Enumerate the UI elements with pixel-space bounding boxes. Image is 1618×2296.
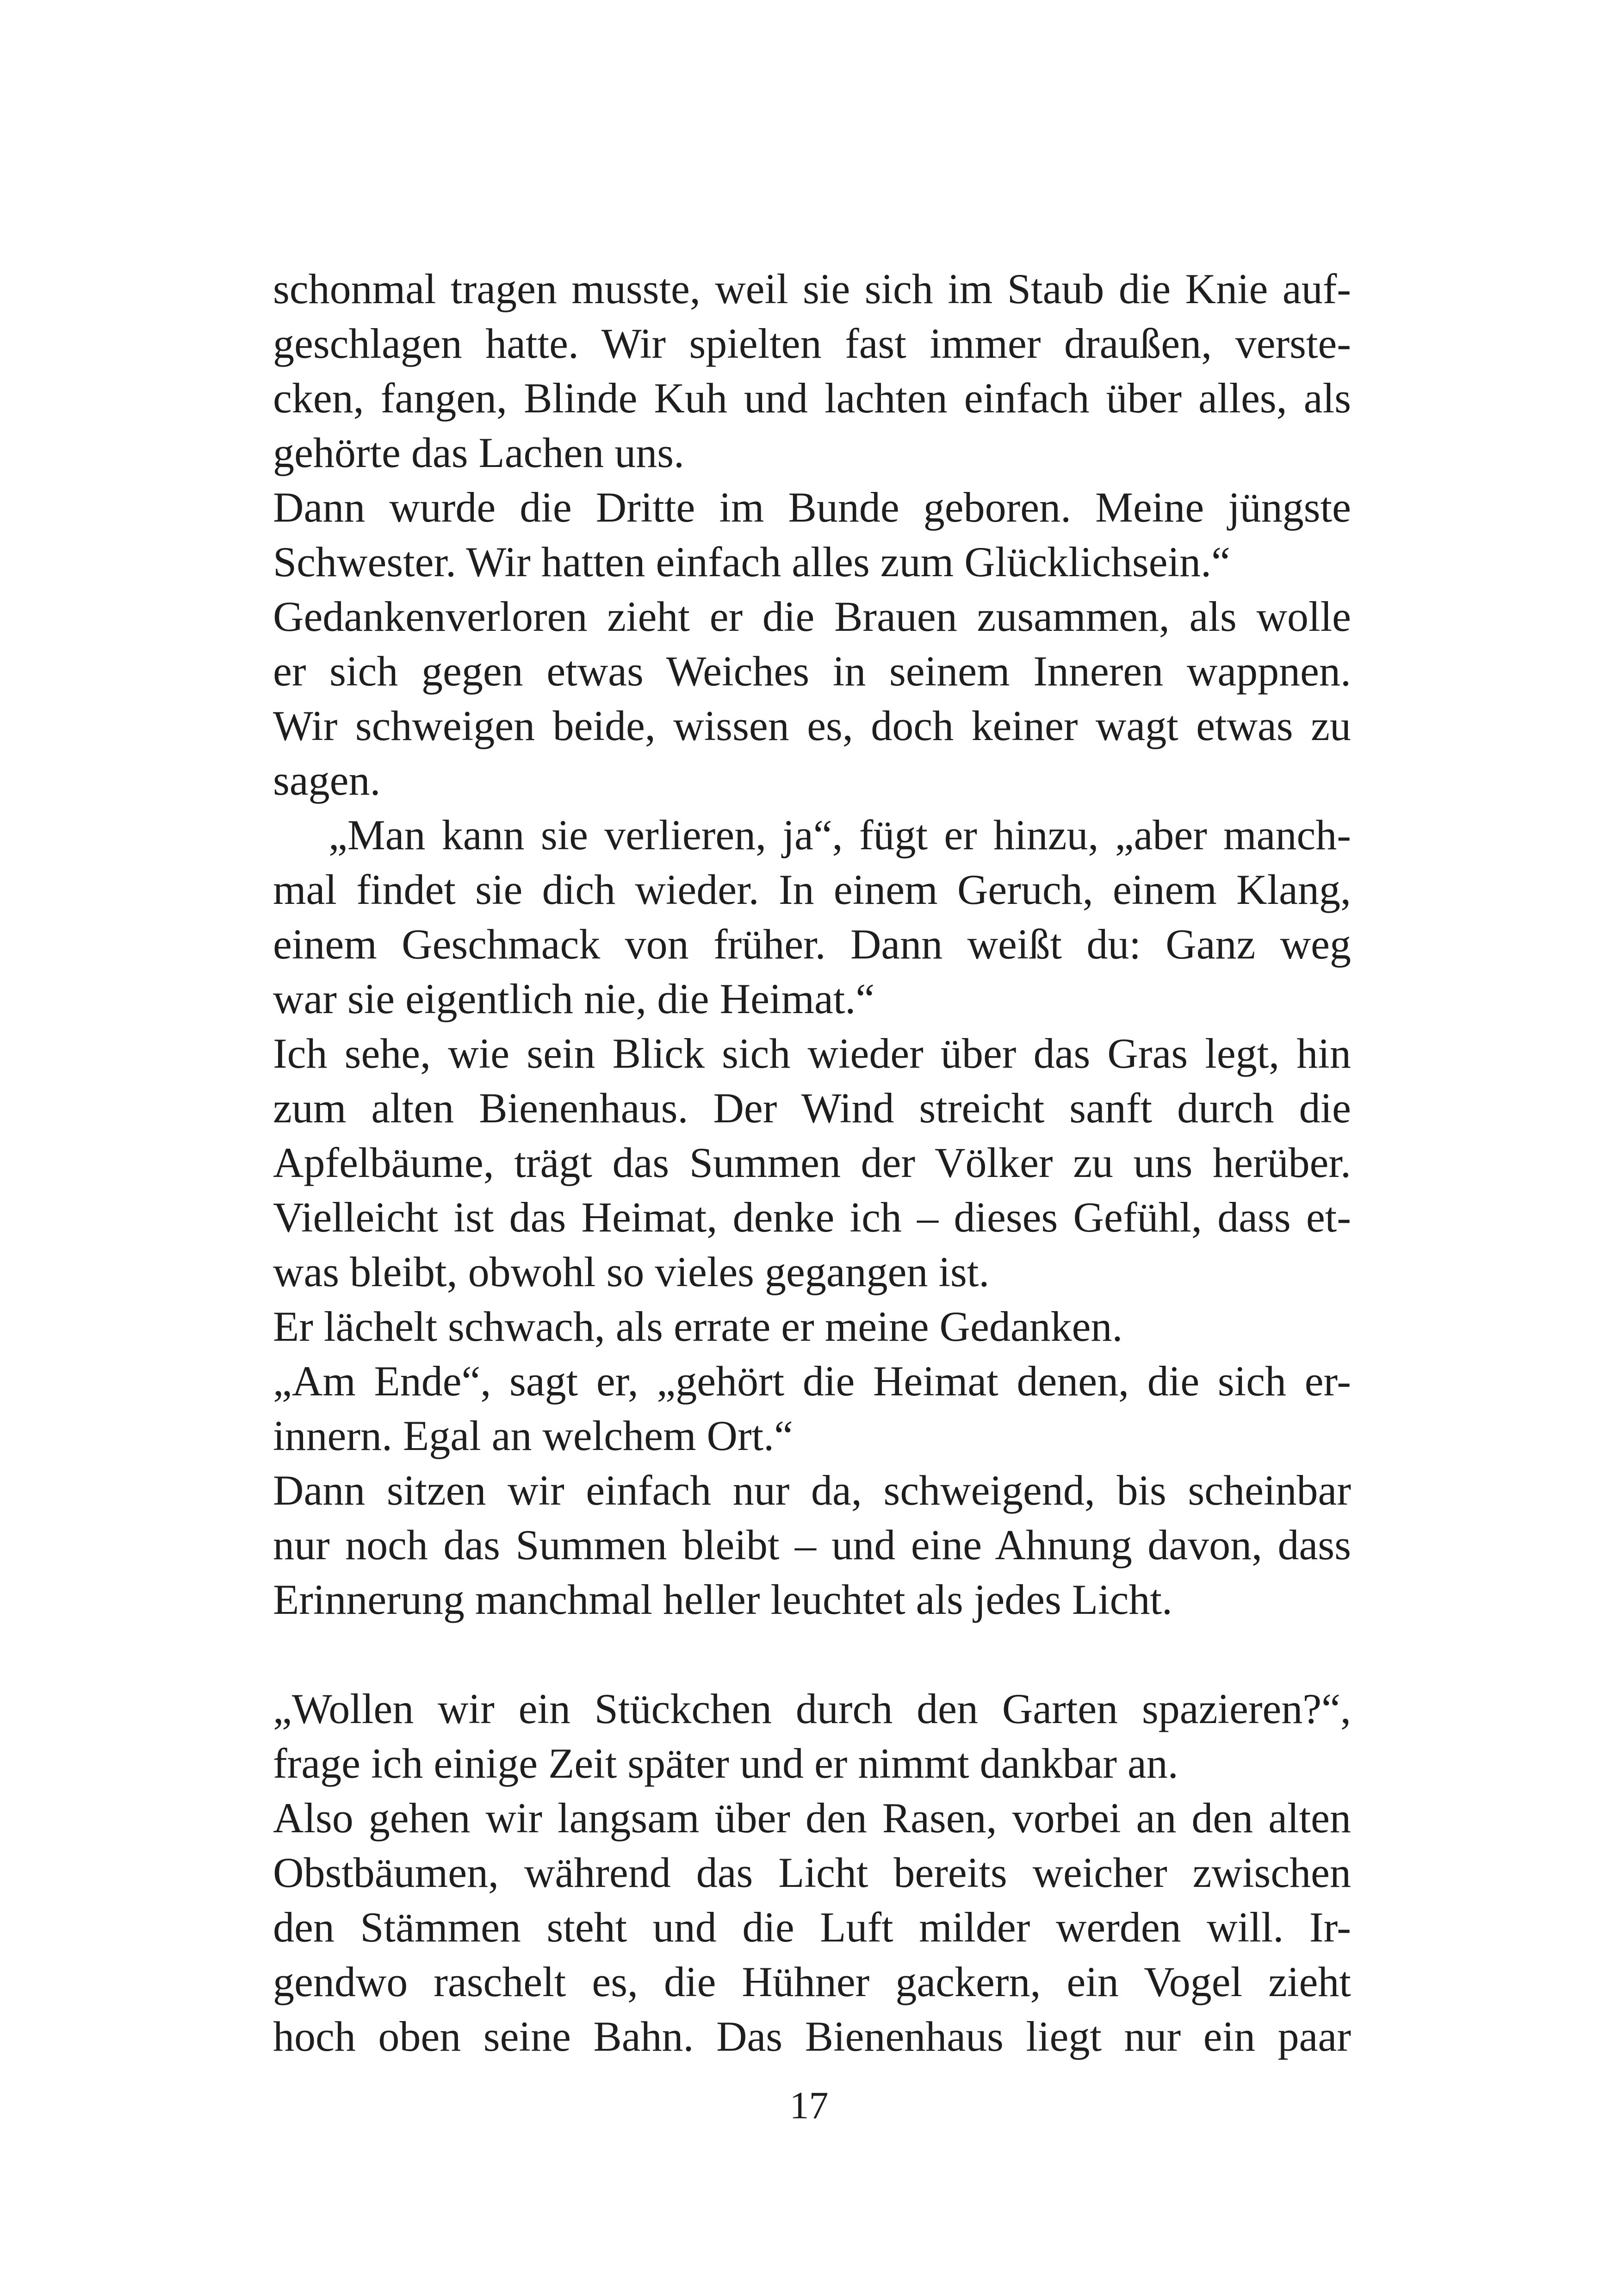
text-line: Ich sehe, wie sein Blick sich wieder über das Gras legt, hin bbox=[273, 1030, 1351, 1077]
text-line: Vielleicht ist das Heimat, denke ich – dieses Gefühl, dass et- bbox=[273, 1194, 1351, 1241]
text-line: was bleibt, obwohl so vieles gegangen ist. bbox=[273, 1248, 990, 1295]
text-line: hoch oben seine Bahn. Das Bienenhaus liegt nur ein paar bbox=[273, 2013, 1351, 2060]
body-text bbox=[273, 261, 1351, 2064]
text-line: Schwester. Wir hatten einfach alles zum Glücklichsein.“ bbox=[273, 538, 1231, 585]
text-line: Also gehen wir langsam über den Rasen, vorbei an den alten bbox=[273, 1794, 1351, 1842]
text-line: Er lächelt schwach, als errate er meine Gedanken. bbox=[273, 1303, 1123, 1350]
text-line: „Man kann sie verlieren, ja“, fügt er hinzu, „aber manch- bbox=[329, 811, 1351, 859]
text-line: er sich gegen etwas Weiches in seinem Inneren wappnen. bbox=[273, 647, 1351, 695]
text-line: Gedankenverloren zieht er die Brauen zusammen, als wolle bbox=[273, 593, 1351, 640]
text-line: sagen. bbox=[273, 757, 381, 804]
text-line: zum alten Bienenhaus. Der Wind streicht sanft durch die bbox=[273, 1084, 1351, 1132]
text-line: einem Geschmack von früher. Dann weißt du: Ganz weg bbox=[273, 921, 1351, 968]
text-line: geschlagen hatte. Wir spielten fast immer draußen, verste- bbox=[273, 320, 1351, 367]
text-line: Erinnerung manchmal heller leuchtet als jedes Licht. bbox=[273, 1576, 1173, 1623]
text-line: Dann sitzen wir einfach nur da, schweigend, bis scheinbar bbox=[273, 1467, 1351, 1514]
text-line: den Stämmen steht und die Luft milder werden will. Ir- bbox=[273, 1904, 1351, 1951]
text-line: Dann wurde die Dritte im Bunde geboren. Meine jüngste bbox=[273, 484, 1351, 531]
text-line: „Am Ende“, sagt er, „gehört die Heimat denen, die sich er- bbox=[273, 1357, 1351, 1405]
text-line: Obstbäumen, während das Licht bereits weicher zwischen bbox=[273, 1849, 1351, 1896]
text-line: cken, fangen, Blinde Kuh und lachten einfach über alles, als bbox=[273, 374, 1351, 422]
page-number: 17 bbox=[789, 2084, 829, 2127]
text-line: gendwo raschelt es, die Hühner gackern, ein Vogel zieht bbox=[273, 1958, 1351, 2005]
section-break bbox=[273, 1627, 1351, 1681]
text-line: frage ich einige Zeit später und er nimmt dankbar an. bbox=[273, 1740, 1178, 1787]
text-line: gehörte das Lachen uns. bbox=[273, 429, 685, 476]
text-line: schonmal tragen musste, weil sie sich im Staub die Knie auf- bbox=[273, 265, 1351, 312]
text-line: war sie eigentlich nie, die Heimat.“ bbox=[273, 975, 875, 1022]
text-line: nur noch das Summen bleibt – und eine Ahnung davon, dass bbox=[273, 1521, 1351, 1568]
text-line: innern. Egal an welchem Ort.“ bbox=[273, 1412, 793, 1459]
text-line: Wir schweigen beide, wissen es, doch keiner wagt etwas zu bbox=[273, 702, 1351, 749]
text-line: Apfelbäume, trägt das Summen der Völker zu uns herüber. bbox=[273, 1139, 1351, 1186]
text-line: „Wollen wir ein Stückchen durch den Garten spazieren?“, bbox=[273, 1685, 1351, 1732]
text-line: mal findet sie dich wieder. In einem Geruch, einem Klang, bbox=[273, 866, 1351, 913]
